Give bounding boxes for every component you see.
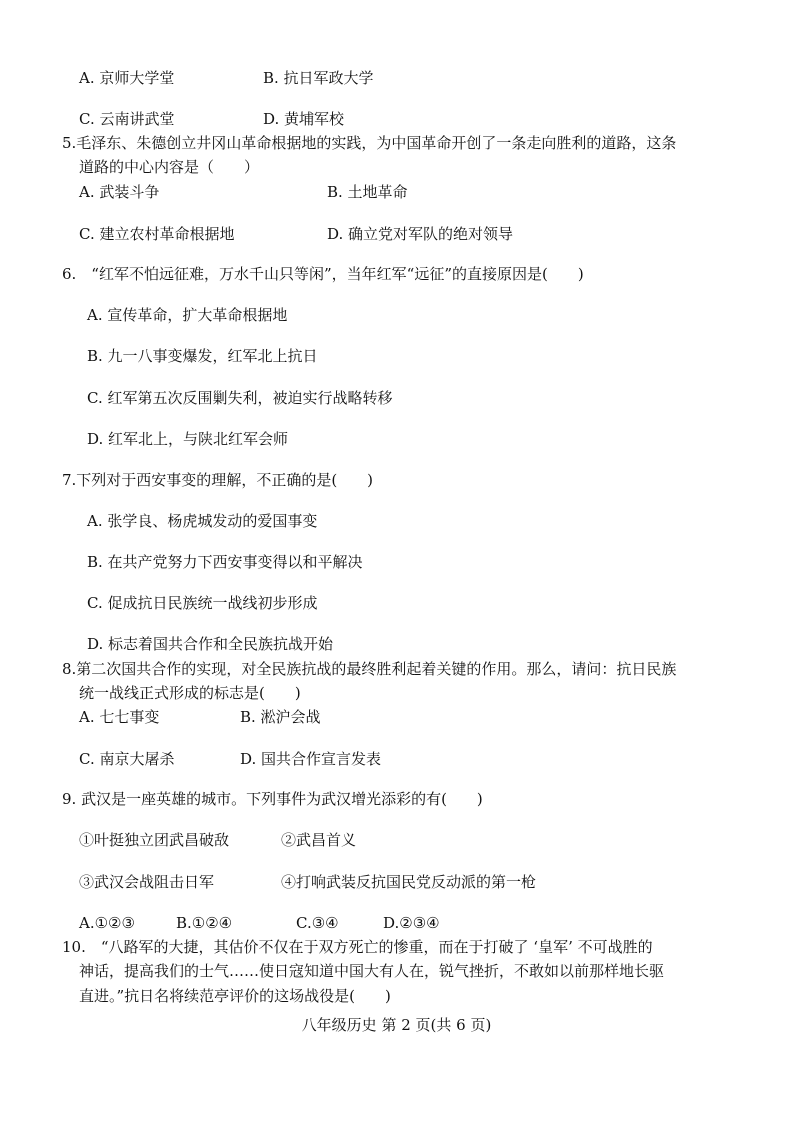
q6-option-b: B. 九一八事变爆发，红军北上抗日 xyxy=(87,347,318,365)
q9-stem: 9. 武汉是一座英雄的城市。下列事件为武汉增光添彩的有( ) xyxy=(62,790,483,808)
q5-stem-line-1: 5.毛泽东、朱德创立井冈山革命根据地的实践，为中国革命开创了一条走向胜利的道路，这条 xyxy=(62,134,677,152)
q8-option-b: B. 淞沪会战 xyxy=(240,708,321,726)
q5-option-a: A. 武装斗争 xyxy=(79,183,160,201)
q4-option-a: A. 京师大学堂 xyxy=(79,69,175,87)
q9-item-4: ④打响武装反抗国民党反动派的第一枪 xyxy=(281,873,537,891)
q4-option-b: B. 抗日军政大学 xyxy=(263,69,374,87)
q5-option-d: D. 确立党对军队的绝对领导 xyxy=(327,225,514,243)
q4-option-d: D. 黄埔军校 xyxy=(263,110,345,128)
q4-option-c: C. 云南讲武堂 xyxy=(79,110,175,128)
q7-option-b: B. 在共产党努力下西安事变得以和平解决 xyxy=(87,553,363,571)
q8-option-a: A. 七七事变 xyxy=(79,708,160,726)
q5-option-c: C. 建立农村革命根据地 xyxy=(79,225,235,243)
q10-stem-line-1: 10. “八路军的大捷，其估价不仅在于双方死亡的惨重，而在于打破了 ‘皇军’ 不可战胜的 xyxy=(62,938,653,956)
page-footer: 八年级历史 第 2 页(共 6 页) xyxy=(301,1016,492,1034)
q5-stem-line-2: 道路的中心内容是（ ） xyxy=(79,158,260,176)
q8-stem-line-2: 统一战线正式形成的标志是( ) xyxy=(79,684,301,702)
q9-item-1: ①叶挺独立团武昌破敌 xyxy=(79,831,230,849)
q9-option-b: B.①②④ xyxy=(176,914,233,932)
q9-item-2: ②武昌首义 xyxy=(281,831,357,849)
q6-option-c: C. 红军第五次反围剿失利，被迫实行战略转移 xyxy=(87,389,393,407)
q7-option-d: D. 标志着国共合作和全民族抗战开始 xyxy=(87,635,334,653)
q8-stem-line-1: 8.第二次国共合作的实现，对全民族抗战的最终胜利起着关键的作用。那么，请问：抗日民族 xyxy=(62,660,677,678)
q8-option-d: D. 国共合作宣言发表 xyxy=(240,750,382,768)
q9-option-a: A.①②③ xyxy=(79,914,135,932)
q7-option-c: C. 促成抗日民族统一战线初步形成 xyxy=(87,594,318,612)
q6-option-a: A. 宣传革命，扩大革命根据地 xyxy=(87,306,288,324)
q9-option-c: C.③④ xyxy=(296,914,339,932)
q10-stem-line-2: 神话，提高我们的士气……使日寇知道中国大有人在，锐气挫折，不敢如以前那样地长驱 xyxy=(79,962,665,980)
q8-option-c: C. 南京大屠杀 xyxy=(79,750,175,768)
q6-option-d: D. 红军北上，与陕北红军会师 xyxy=(87,430,289,448)
q9-item-3: ③武汉会战阻击日军 xyxy=(79,873,215,891)
q6-stem: 6. “红军不怕远征难，万水千山只等闲”，当年红军“远征”的直接原因是( ) xyxy=(62,265,584,283)
q7-option-a: A. 张学良、杨虎城发动的爱国事变 xyxy=(87,512,318,530)
q5-option-b: B. 土地革命 xyxy=(327,183,408,201)
q10-stem-line-3: 直进。”抗日名将续范亭评价的这场战役是( ) xyxy=(79,987,391,1005)
q9-option-d: D.②③④ xyxy=(383,914,440,932)
q7-stem: 7.下列对于西安事变的理解，不正确的是( ) xyxy=(62,471,374,489)
